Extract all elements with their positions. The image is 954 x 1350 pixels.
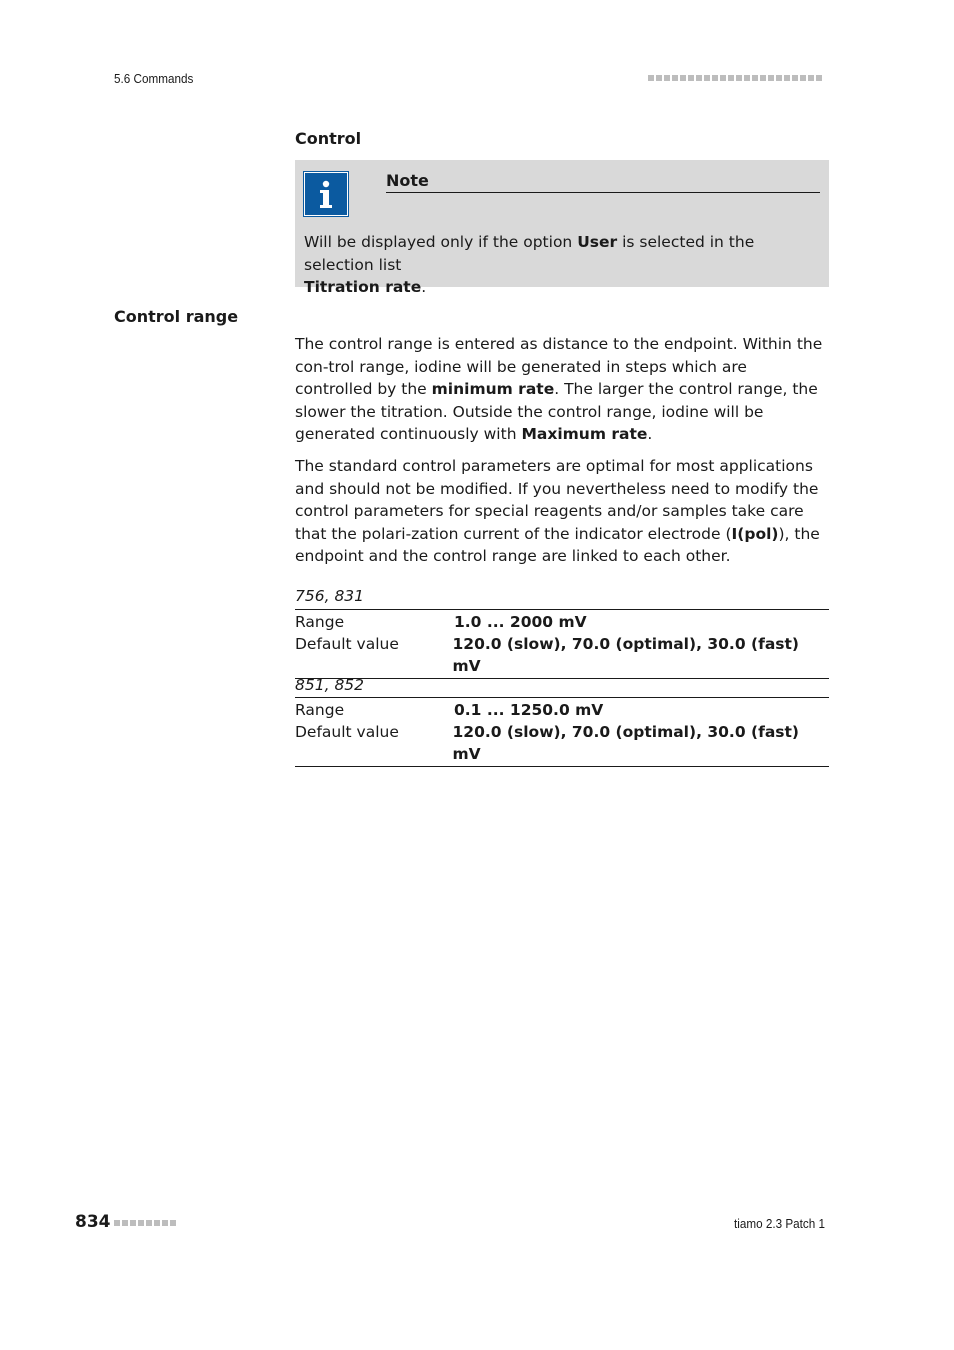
row-key: Default value [295, 635, 399, 653]
footer-dots [114, 1220, 176, 1226]
parameter-table-756-831 [295, 609, 829, 679]
table-row [295, 721, 829, 765]
note-divider [386, 192, 820, 193]
table-row [295, 611, 829, 633]
note-title: Note [386, 171, 429, 190]
parameter-table-851-852 [295, 697, 829, 767]
table-caption-756-831: 756, 831 [295, 587, 365, 605]
footer-product: tiamo 2.3 Patch 1 [734, 1216, 826, 1231]
table-row [295, 699, 829, 721]
row-value: 120.0 (slow), 70.0 (optimal), 30.0 (fast) mV [452, 635, 800, 675]
header-section: 5.6 Commands [114, 71, 194, 86]
note-text: Will be displayed only if the option User is selected in the selection list Titration rate. [304, 233, 755, 296]
table-row [295, 633, 829, 677]
row-key: Range [295, 613, 345, 631]
control-range-paragraph-2: The standard control parameters are optimal for most applications and should not be modified. If you nevertheless need to modify the control parameters for special reagents and/or samples take care that the polari-zation current of the indicator electrode (I(pol)), the endpoint and the control range are linked to each other. [295, 457, 820, 565]
info-icon [304, 172, 348, 216]
control-heading: Control [295, 129, 362, 148]
table-caption-851-852: 851, 852 [295, 676, 365, 694]
row-key: Default value [295, 723, 399, 741]
row-value: 120.0 (slow), 70.0 (optimal), 30.0 (fast) mV [452, 723, 800, 763]
control-range-paragraph-1: The control range is entered as distance to the endpoint. Within the con-trol range, iodine will be generated in steps which are controlled by the minimum rate. The larger the control range, the slower the titration. Outside the control range, iodine will be generated continuously with Maximum rate. [295, 335, 823, 443]
page-number: 834 [75, 1212, 111, 1232]
row-key: Range [295, 701, 345, 719]
note-box [295, 160, 829, 296]
row-value: 0.1 ... 1250.0 mV [454, 701, 604, 719]
control-range-heading: Control range [114, 307, 239, 326]
header-dots [648, 75, 822, 81]
row-value: 1.0 ... 2000 mV [454, 613, 587, 631]
